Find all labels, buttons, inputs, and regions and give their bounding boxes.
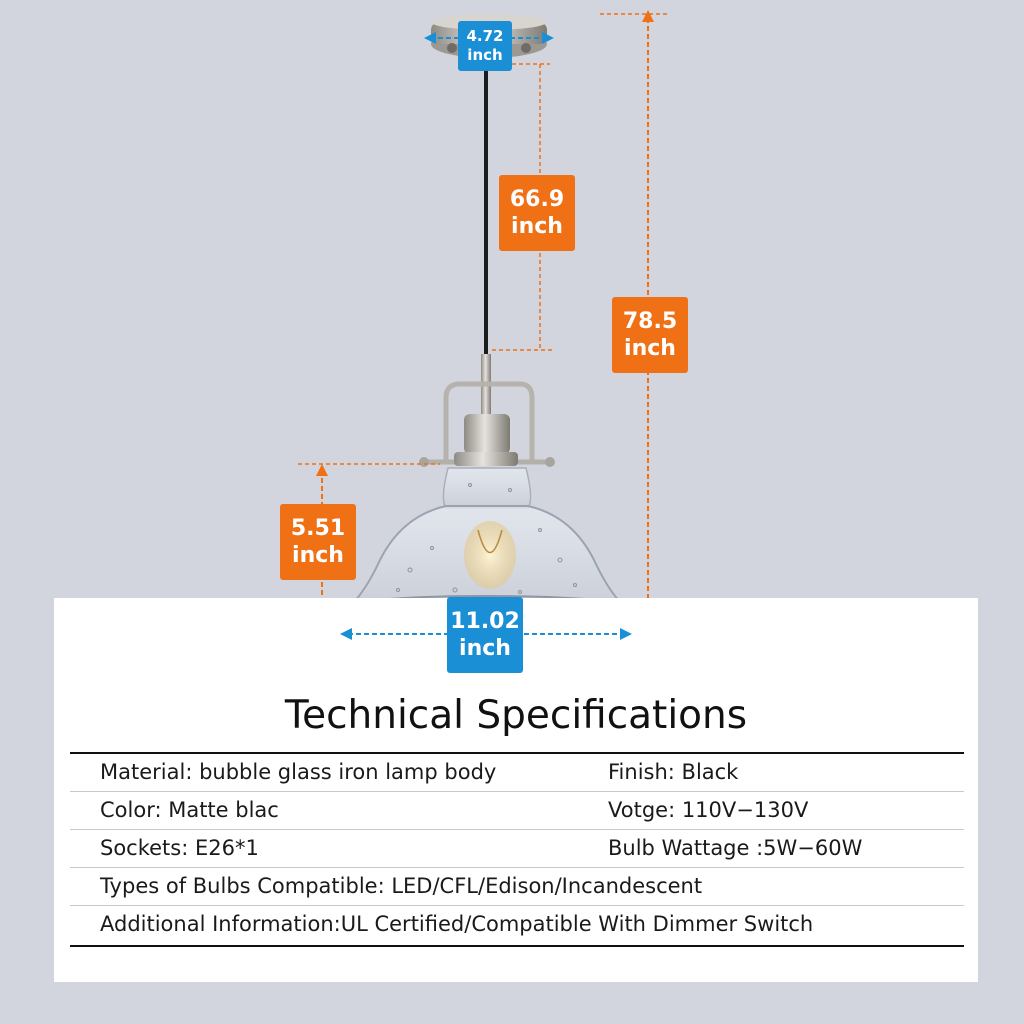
spec-wattage: Bulb Wattage :5W−60W [608, 836, 863, 860]
spec-sockets: Sockets: E26*1 [100, 836, 259, 860]
spec-material: Material: bubble glass iron lamp body [100, 760, 497, 784]
cord-length-value: 66.9 [509, 186, 565, 212]
spec-row [70, 754, 964, 792]
shade-height-unit: inch [292, 543, 344, 568]
shade-width-badge [447, 597, 523, 673]
total-height-value: 78.5 [622, 308, 678, 334]
shade-width-unit: inch [459, 636, 511, 661]
shade-height-badge [280, 504, 356, 580]
shade-height-value: 5.51 [290, 515, 346, 541]
shade-width-value: 11.02 [450, 608, 520, 634]
spec-row [70, 830, 964, 868]
spec-bulb-types: Types of Bulbs Compatible: LED/CFL/Edison/Incandescent [100, 874, 703, 898]
spec-table [70, 752, 964, 947]
cord-length-unit: inch [511, 214, 563, 239]
total-height-unit: inch [624, 336, 676, 361]
spec-row [70, 906, 964, 945]
spec-color: Color: Matte blac [100, 798, 279, 822]
spec-title: Technical Specifications [284, 693, 748, 738]
spec-additional-info: Additional Information:UL Certified/Compatible With Dimmer Switch [100, 912, 814, 936]
canopy-width-badge [458, 21, 512, 71]
total-height-badge [612, 297, 688, 373]
spec-row [70, 868, 964, 906]
spec-voltage: Votge: 110V−130V [608, 798, 809, 822]
canopy-width-unit: inch [467, 46, 503, 64]
canopy-width-value: 4.72 [466, 27, 504, 46]
spec-finish: Finish: Black [608, 760, 739, 784]
spec-row [70, 792, 964, 830]
bulb [464, 521, 516, 589]
cord-length-badge [499, 175, 575, 251]
